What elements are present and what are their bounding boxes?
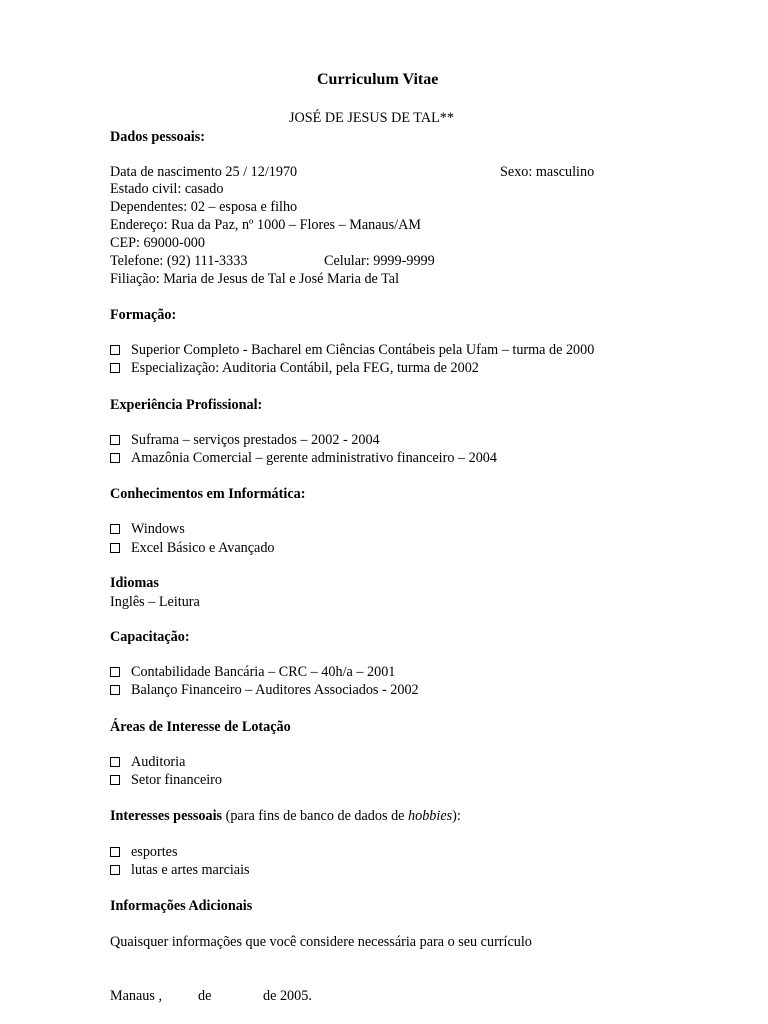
section-heading-dados: Dados pessoais: (110, 129, 205, 145)
parents: Filiação: Maria de Jesus de Tal e José Maria de Tal (110, 271, 400, 287)
gender: Sexo: masculino (500, 164, 595, 180)
additional-info: Quaisquer informações que você considere necessária para o seu currículo (110, 934, 532, 950)
list-item: Balanço Financeiro – Auditores Associados - 2002 (110, 681, 419, 699)
document-title: Curriculum Vitae (317, 71, 439, 88)
section-heading-idiomas: Idiomas (110, 575, 159, 591)
list-item: Excel Básico e Avançado (110, 539, 275, 557)
phone: Telefone: (92) 111-3333 (110, 253, 248, 269)
postal-code: CEP: 69000-000 (110, 235, 205, 251)
dependents: Dependentes: 02 – esposa e filho (110, 199, 298, 215)
list-item: esportes (110, 843, 178, 861)
section-heading-experiencia: Experiência Profissional: (110, 397, 263, 413)
checkbox-icon (110, 847, 120, 857)
list-item: Setor financeiro (110, 771, 222, 789)
list-item: Contabilidade Bancária – CRC – 40h/a – 2001 (110, 663, 395, 681)
signature-date-year: de 2005. (263, 988, 312, 1004)
checkbox-icon (110, 775, 120, 785)
list-item: Amazônia Comercial – gerente administrativo financeiro – 2004 (110, 449, 497, 467)
section-heading-capacitacao: Capacitação: (110, 629, 190, 645)
section-heading-interesses: Interesses pessoais (para fins de banco de dados de hobbies): (110, 808, 461, 824)
section-heading-formacao: Formação: (110, 307, 177, 323)
checkbox-icon (110, 453, 120, 463)
list-item: Windows (110, 520, 185, 538)
address: Endereço: Rua da Paz, nº 1000 – Flores – Manaus/AM (110, 217, 421, 233)
section-heading-info: Informações Adicionais (110, 898, 253, 914)
list-item: Superior Completo - Bacharel em Ciências Contábeis pela Ufam – turma de 2000 (110, 341, 594, 359)
list-item: Suframa – serviços prestados – 2002 - 2004 (110, 431, 380, 449)
checkbox-icon (110, 543, 120, 553)
list-item: lutas e artes marciais (110, 861, 250, 879)
checkbox-icon (110, 865, 120, 875)
checkbox-icon (110, 524, 120, 534)
checkbox-icon (110, 685, 120, 695)
checkbox-icon (110, 345, 120, 355)
checkbox-icon (110, 667, 120, 677)
list-item: Auditoria (110, 753, 185, 771)
checkbox-icon (110, 435, 120, 445)
section-heading-informatica: Conhecimentos em Informática: (110, 486, 306, 502)
candidate-name: JOSÉ DE JESUS DE TAL** (289, 110, 454, 126)
list-item: Especialização: Auditoria Contábil, pela FEG, turma de 2002 (110, 359, 479, 377)
section-heading-areas: Áreas de Interesse de Lotação (110, 719, 291, 735)
checkbox-icon (110, 363, 120, 373)
checkbox-icon (110, 757, 120, 767)
birth-date: Data de nascimento 25 / 12/1970 (110, 164, 298, 180)
marital-status: Estado civil: casado (110, 181, 224, 197)
signature-city: Manaus , (110, 988, 163, 1004)
languages: Inglês – Leitura (110, 594, 200, 610)
mobile: Celular: 9999-9999 (324, 253, 435, 269)
signature-date-de: de (198, 988, 212, 1004)
